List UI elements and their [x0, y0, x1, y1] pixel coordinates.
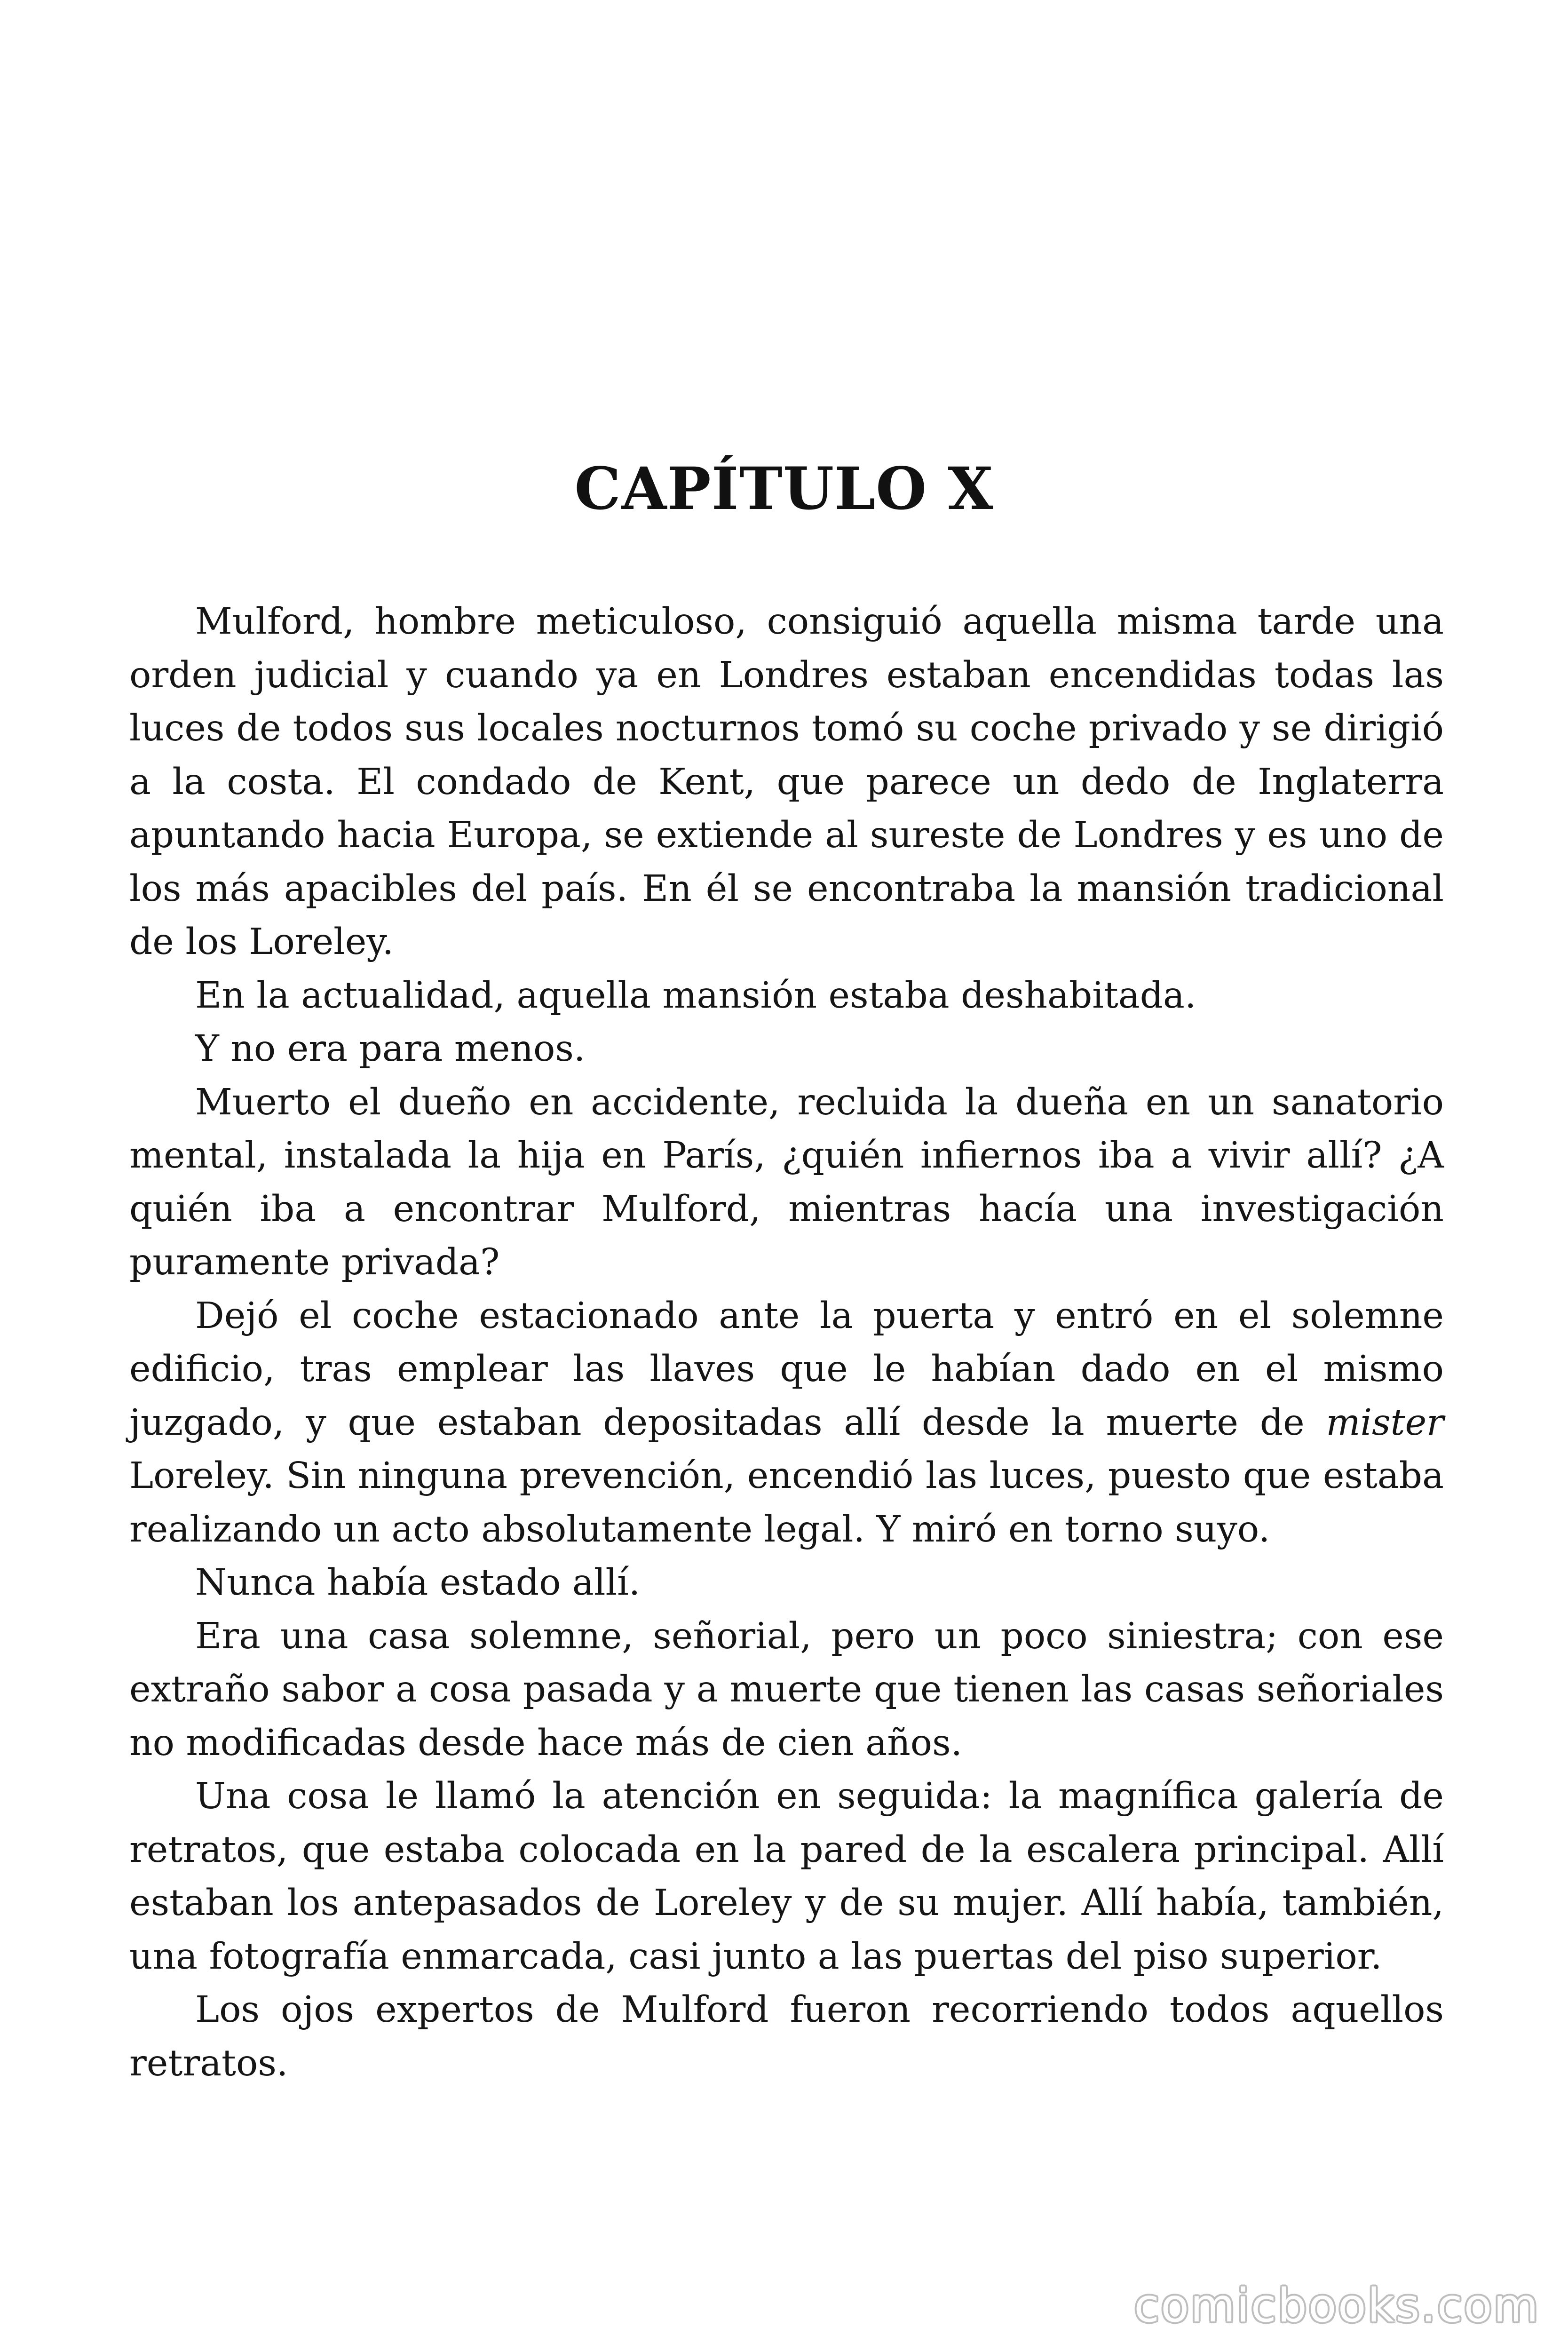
watermark: comicbooks.com	[1134, 2279, 1540, 2333]
paragraph-text: Dejó el coche estacionado ante la puerta y entró en el solemne edificio, tras emplear las llaves que le habían dado en el mismo juzgado, y que estaban depositadas allí desde la muerte de	[129, 1295, 1444, 1444]
paragraph-text: Los ojos expertos de Mulford fueron recorriendo todos aquellos retratos.	[129, 1989, 1444, 2084]
italic-word: mister	[1326, 1401, 1444, 1444]
paragraph-text: En la actualidad, aquella mansión estaba deshabitada.	[195, 974, 1196, 1017]
paragraph	[129, 1770, 1444, 1983]
paragraph	[129, 1610, 1444, 1770]
paragraph-text: Era una casa solemne, señorial, pero un poco siniestra; con ese extraño sabor a cosa pasada y a muerte que tienen las casas señoriales no modificadas desde hace más de cien años.	[129, 1615, 1444, 1764]
paragraph	[129, 1289, 1444, 1557]
paragraph-text: Nunca había estado allí.	[195, 1562, 641, 1604]
paragraph	[129, 1983, 1444, 2090]
paragraph-text: Muerto el dueño en accidente, recluida la dueña en un sanatorio mental, instalada la hija en París, ¿quién infiernos iba a vivir allí? ¿A quién iba a encontrar Mulford, mientras hacía una investigación puramente privada?	[129, 1081, 1444, 1283]
paragraph	[129, 1022, 1444, 1076]
paragraph-text: Una cosa le llamó la atención en seguida: la magnífica galería de retratos, que estaba colocada en la pared de la escalera principal. Allí estaban los antepasados de Loreley y de su mujer. Allí había, también, una fotografía enmarcada, casi junto a las puertas del piso superior.	[129, 1775, 1444, 1978]
chapter-body	[129, 595, 1444, 2090]
paragraph	[129, 969, 1444, 1023]
paragraph-text: Mulford, hombre meticuloso, consiguió aquella misma tarde una orden judicial y cuando ya en Londres estaban encendidas todas las luces de todos sus locales nocturnos tomó su coche privado y se dirigió a la costa. El condado de Kent, que parece un dedo de Inglaterra apuntando hacia Europa, se extiende al sureste de Londres y es uno de los más apacibles del país. En él se encontraba la mansión tradicional de los Loreley.	[129, 601, 1444, 963]
paragraph	[129, 1076, 1444, 1289]
paragraph-text: Y no era para menos.	[195, 1028, 586, 1070]
paragraph	[129, 595, 1444, 969]
chapter-title: CAPÍTULO X	[574, 455, 994, 523]
paragraph-text: Loreley. Sin ninguna prevención, encendió las luces, puesto que estaba realizando un acto absolutamente legal. Y miró en torno suyo.	[129, 1455, 1444, 1550]
paragraph	[129, 1556, 1444, 1610]
